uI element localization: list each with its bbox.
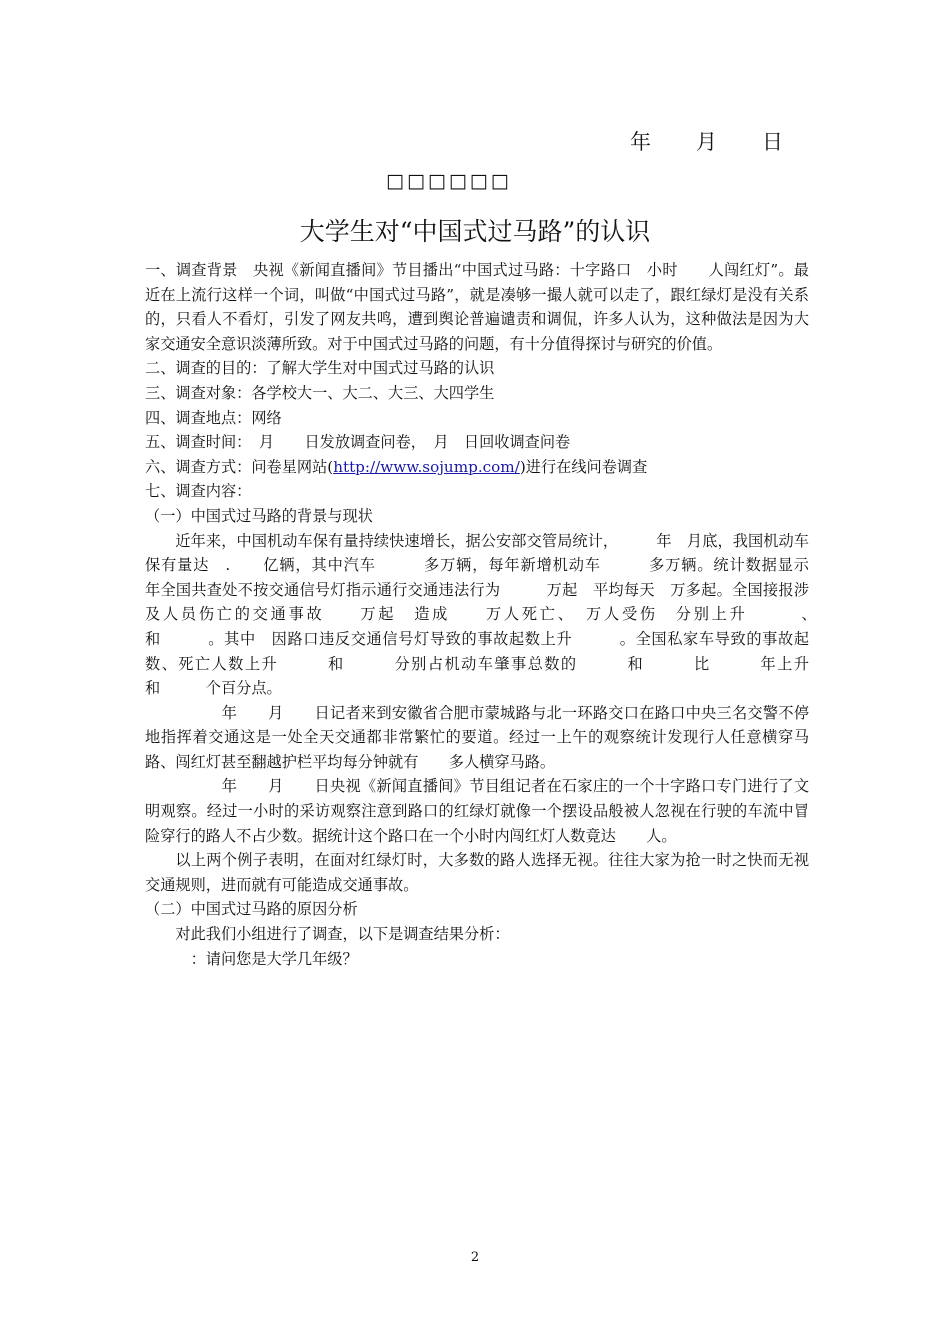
section-content: 七、调查内容： bbox=[145, 482, 252, 501]
section-background: 一、调查背景 央视《新闻直播间》节目播出“中国式过马路：十字路口 小时 人闯红灯”。最近在上流行这样一个词，叫做“中国式过马路”，就是凑够一撮人就可以走了，跟红绿灯是没有关系的，只看人不看灯，引发了网友共鸣，遭到舆论普遍谴责和调侃，许多人认为，这种做法是因为大家交通安全意识淡薄所致。对于中国式过马路的问题，有十分值得探讨与研究的价值。 bbox=[145, 261, 809, 353]
placeholder-boxes: □□□□□□ bbox=[386, 170, 512, 192]
paragraph-shijiazhuang-observation: 年 月 日央视《新闻直播间》节目组记者在石家庄的一个十字路口专门进行了文明观察。经过一小时的采访观察注意到路口的红绿灯就像一个摆设品般被人忽视在行驶的车流中冒险穿行的路人不占少数。据统计这个路口在一个小时内闯红灯人数竟达 人。 bbox=[145, 777, 809, 845]
subsection-cause-analysis: （二）中国式过马路的原因分析 bbox=[145, 900, 358, 919]
paragraph-vehicle-statistics: 近年来，中国机动车保有量持续快速增长，据公安部交管局统计， 年 月底，我国机动车保有量达 . 亿辆，其中汽车 多万辆，每年新增机动车 多万辆。统计数据显示 年全国共查处不按交通信号灯指示通行交通违法行为 万起 平均每天 万多起。全国接报涉及人员伤亡的交通事故 万起 造成 万人死亡、 万人受伤 分别上升 、 和 。其中 因路口违反交通信号灯导致的事故起数上升 。全国私家车导致的事故起数、死亡人数上升 和 分别占机动车肇事总数的 和 比 年上升 和 个百分点。 bbox=[145, 531, 855, 698]
section-time: 五、调查时间： 月 日发放调查问卷， 月 日回收调查问卷 bbox=[145, 433, 571, 452]
document-body bbox=[145, 258, 855, 971]
paragraph-examples-summary: 以上两个例子表明，在面对红绿灯时，大多数的路人选择无视。往往大家为抢一时之快而无视交通规则，进而就有可能造成交通事故。 bbox=[145, 851, 809, 894]
page-number: 2 bbox=[470, 1250, 480, 1265]
paragraph-hefei-observation: 年 月 日记者来到安徽省合肥市蒙城路与北一环路交口在路口中央三名交警不停地指挥着交通这是一处全天交通都非常繁忙的要道。经过一上午的观察统计发现行人任意横穿马路、闯红灯甚至翻越护栏平均每分钟就有 多人横穿马路。 bbox=[145, 703, 809, 771]
subsection-background-status: （一）中国式过马路的背景与现状 bbox=[145, 506, 373, 525]
section-location: 四、调查地点：网络 bbox=[145, 408, 282, 427]
section-method bbox=[145, 455, 809, 480]
survey-question-1: ：请问您是大学几年级？ bbox=[175, 949, 358, 968]
document-title: 大学生对“中国式过马路”的认识 bbox=[299, 217, 651, 246]
date-line: 年 月 日 bbox=[630, 130, 784, 154]
method-prefix: 六、调查方式：问卷星网站( bbox=[145, 457, 334, 476]
survey-site-link[interactable]: http://www.sojump.com/ bbox=[333, 457, 520, 476]
section-purpose: 二、调查的目的：了解大学生对中国式过马路的认识 bbox=[145, 359, 495, 378]
section-subjects: 三、调查对象：各学校大一、大二、大三、大四学生 bbox=[145, 383, 495, 402]
method-suffix: )进行在线问卷调查 bbox=[519, 457, 648, 476]
paragraph-survey-intro: 对此我们小组进行了调查，以下是调查结果分析： bbox=[175, 925, 510, 944]
